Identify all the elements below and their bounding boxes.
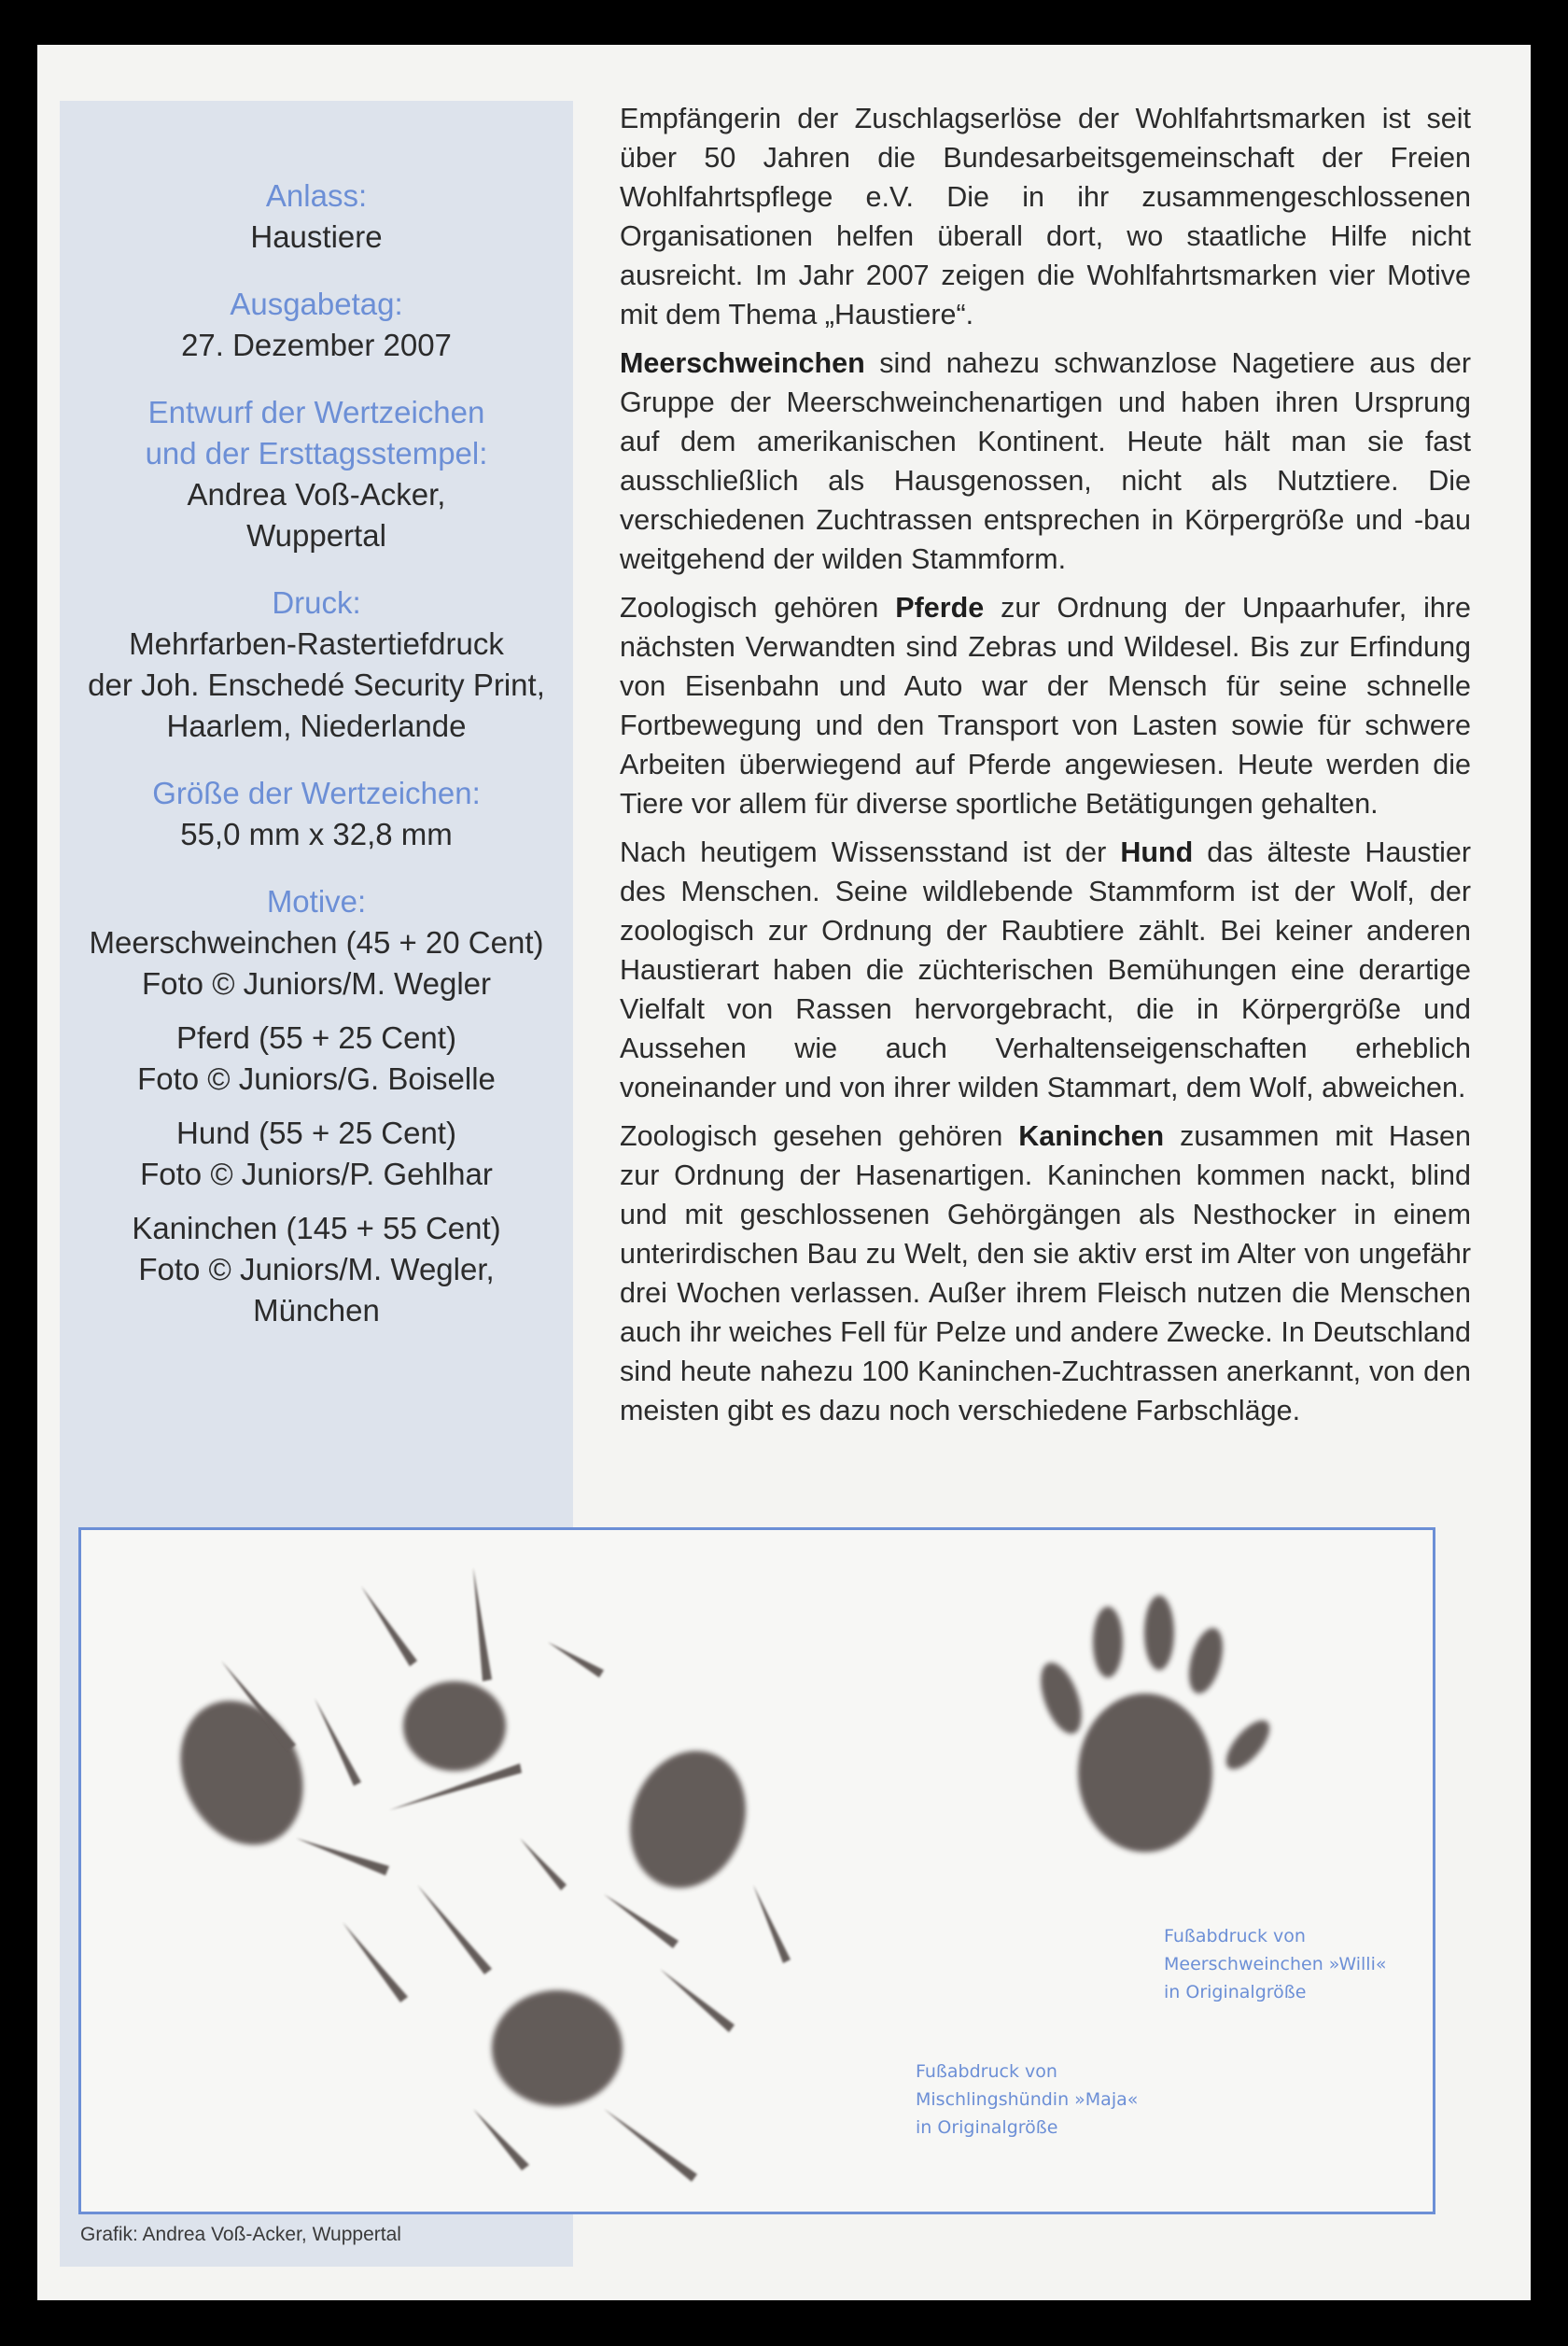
motif-dog (60, 1113, 573, 1195)
issue-date-value: 27. Dezember 2007 (181, 328, 452, 362)
paragraph-rabbit (620, 1117, 1471, 1430)
print-method: Mehrfarben-Rastertiefdruck (129, 626, 504, 661)
detail-issue-date (60, 284, 573, 366)
paragraph-guinea-pig (620, 344, 1471, 579)
paragraph-text: sind nahezu schwanzlose Nagetiere aus der Gruppe der Meerschweinchenartigen und haben ihren Ursprung auf dem amerikanischen Kontinent. Heute hält man sie fast ausschließlich als Hausgenossen, nicht als Nutztiere. Die verschiedenen Zuchtrassen entsprechen in Körpergröße und -bau weitgehend der wilden Stammform. (620, 347, 1471, 575)
keyword-bold: Pferde (895, 592, 985, 624)
pawprint-artwork (81, 1530, 1433, 2212)
caption-line: in Originalgröße (1164, 1982, 1307, 2002)
motif-photo-city: München (253, 1293, 380, 1328)
caption-line: Mischlingshündin »Maja« (916, 2089, 1139, 2110)
detail-design (60, 392, 573, 556)
paragraph-text: zusammen mit Hasen zur Ordnung der Hasenartigen. Kaninchen kommen nackt, blind und mit geschlossenen Gehörgängen als Nesthocker in einem unterirdischen Bau zu Welt, den sie aktiv erst im Alter von ungefähr drei Wochen verlassen. Außer ihrem Fleisch nutzen die Menschen auch ihr weiches Fell für Pelze und andere Zwecke. In Deutschland sind heute nahezu 100 Kaninchen-Zuchtrassen anerkannt, von den meisten gibt es dazu noch verschiedene Farbschläge. (620, 1120, 1471, 1426)
occasion-heading: Anlass: (265, 178, 368, 213)
caption-line: Meerschweinchen »Willi« (1164, 1954, 1387, 1974)
motif-guinea-pig (60, 922, 573, 1004)
designer-name: Andrea Voß-Acker, (187, 477, 446, 512)
size-heading: Größe der Wertzeichen: (152, 776, 481, 810)
guinea-pig-caption (1164, 1922, 1386, 2006)
occasion-value: Haustiere (250, 219, 383, 254)
motif-photo-credit: Foto © Juniors/G. Boiselle (137, 1061, 496, 1096)
paragraph-text: Zoologisch gehören (620, 592, 896, 624)
paragraph-text: zur Ordnung der Unpaarhufer, ihre nächsten Verwandten sind Zebras und Wildesel. Bis zur Erfindung von Eisenbahn und Auto war der Mensch für seine schnelle Fortbewegung und den Transport von Lasten sowie für schwere Arbeiten überwiegend auf Pferde angewiesen. Heute werden die Tiere vor allem für diverse sportliche Betätigungen gehalten. (620, 592, 1471, 820)
paragraph-text: Zoologisch gesehen gehören (620, 1120, 1019, 1152)
article-body (620, 99, 1471, 1440)
motif-title: Kaninchen (145 + 55 Cent) (132, 1211, 501, 1245)
guinea-pig-pawprint-icon (1032, 1595, 1277, 1852)
graphic-credit: Grafik: Andrea Voß-Acker, Wuppertal (80, 2224, 401, 2245)
detail-occasion (60, 176, 573, 258)
detail-motifs (60, 881, 573, 1331)
motif-photo-credit: Foto © Juniors/M. Wegler, (138, 1252, 495, 1286)
design-heading-line2: und der Ersttagsstempel: (145, 436, 488, 471)
issue-date-heading: Ausgabetag: (230, 287, 403, 321)
keyword-bold: Kaninchen (1018, 1120, 1165, 1152)
print-company: der Joh. Enschedé Security Print, (88, 667, 545, 702)
detail-print (60, 583, 573, 747)
paragraph-horse (620, 588, 1471, 823)
print-heading: Druck: (272, 585, 361, 620)
paragraph-intro: Empfängerin der Zuschlagserlöse der Wohlfahrtsmarken ist seit über 50 Jahren die Bundesarbeitsgemeinschaft der Freien Wohlfahrtspflege e.V. Die in ihr zusammengeschlossenen Organisationen helfen überall dort, wo staatliche Hilfe nicht ausreicht. Im Jahr 2007 zeigen die Wohlfahrtsmarken vier Motive mit dem Thema „Haustiere“. (620, 103, 1471, 330)
motif-title: Meerschweinchen (45 + 20 Cent) (89, 925, 544, 960)
keyword-bold: Meerschweinchen (620, 347, 865, 379)
issue-details (60, 176, 573, 1357)
dog-caption (916, 2058, 1138, 2142)
motif-photo-credit: Foto © Juniors/M. Wegler (142, 966, 491, 1001)
designer-city: Wuppertal (246, 518, 386, 553)
paragraph-text: Nach heutigem Wissensstand ist der (620, 836, 1121, 868)
caption-line: Fußabdruck von (916, 2061, 1057, 2082)
motifs-heading: Motive: (266, 884, 367, 919)
paragraph-dog (620, 833, 1471, 1107)
detail-size (60, 773, 573, 855)
caption-line: in Originalgröße (916, 2117, 1058, 2138)
motif-title: Hund (55 + 25 Cent) (176, 1116, 456, 1150)
dog-pawprint-icon (158, 1567, 791, 2182)
caption-line: Fußabdruck von (1164, 1926, 1306, 1946)
motif-title: Pferd (55 + 25 Cent) (176, 1020, 456, 1055)
pawprint-artwork-frame (78, 1527, 1435, 2214)
keyword-bold: Hund (1120, 836, 1194, 868)
size-value: 55,0 mm x 32,8 mm (180, 817, 453, 851)
document-page (37, 45, 1531, 2300)
motif-horse (60, 1018, 573, 1100)
motif-rabbit (60, 1208, 573, 1331)
paragraph-text: das älteste Haustier des Menschen. Seine wildlebende Stammform ist der Wolf, der zoologisch zur Ordnung der Raubtiere zählt. Bei keiner anderen Haustierart haben die züchterischen Bemühungen eine derartige Vielfalt von Rassen hervorgebracht, die in Körpergröße und Aussehen wie auch Verhaltenseigenschaften erheblich voneinander und von ihrer wilden Stammart, dem Wolf, abweichen. (620, 836, 1471, 1103)
print-location: Haarlem, Niederlande (166, 709, 467, 743)
design-heading-line1: Entwurf der Wertzeichen (147, 395, 485, 429)
motif-photo-credit: Foto © Juniors/P. Gehlhar (140, 1157, 493, 1191)
